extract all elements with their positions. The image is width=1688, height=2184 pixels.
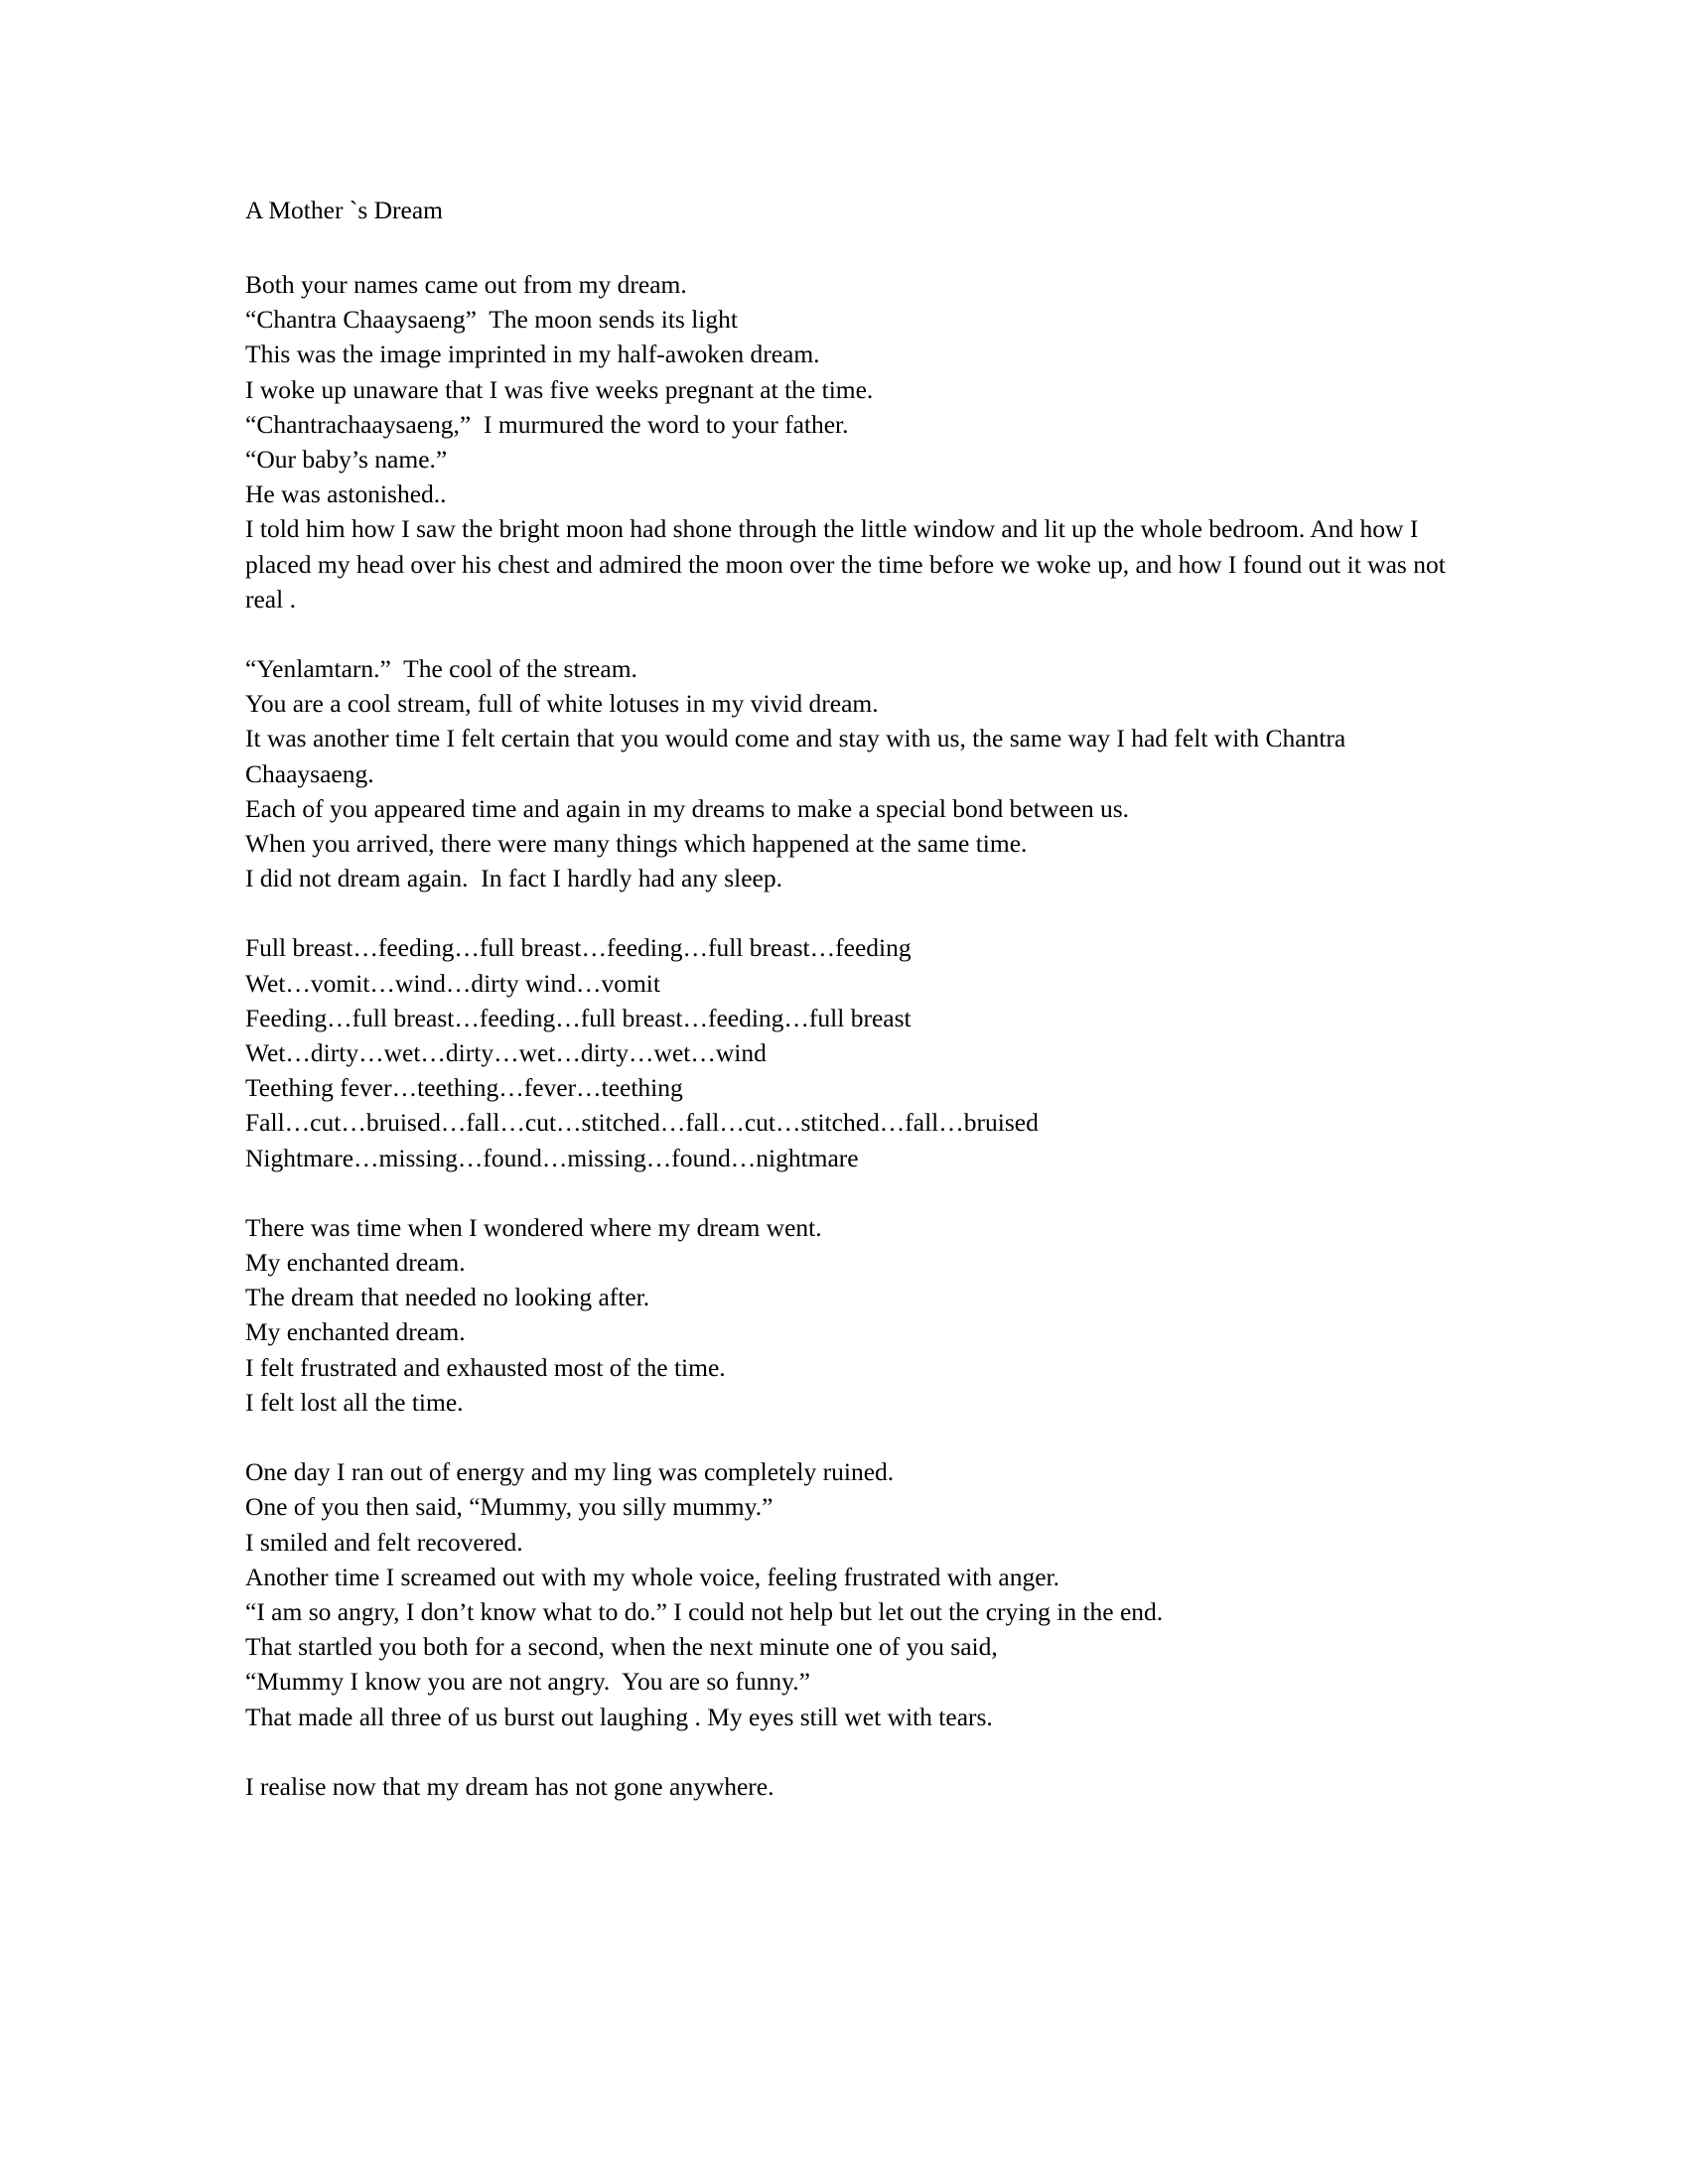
poem-line: I did not dream again. In fact I hardly had any sleep. xyxy=(245,864,782,893)
stanza-oneday xyxy=(245,1454,1459,1734)
poem-line: “Our baby’s name.” xyxy=(245,445,448,475)
poem-line: “Mummy I know you are not angry. You are so funny.” xyxy=(245,1667,810,1697)
poem-line: This was the image imprinted in my half-awoken dream. xyxy=(245,340,820,369)
poem-line: I woke up unaware that I was five weeks pregnant at the time. xyxy=(245,374,874,404)
stanza-spacer xyxy=(245,1420,1459,1454)
poem-line: One day I ran out of energy and my ling was completely ruined. xyxy=(245,1457,895,1487)
poem-line: “Yenlamtarn.” The cool of the stream. xyxy=(245,654,637,684)
stanza-spacer xyxy=(245,895,1459,930)
poem-line: One of you then said, “Mummy, you silly mummy.” xyxy=(245,1492,774,1522)
stanza-spacer xyxy=(245,616,1459,651)
poem-line: Each of you appeared time and again in my dreams to make a special bond between us. xyxy=(245,793,1130,823)
poem-line: “Chantrachaaysaeng,” I murmured the word to your father. xyxy=(245,409,849,439)
poem-line: You are a cool stream, full of white lotuses in my vivid dream. xyxy=(245,689,879,719)
poem-line: I realise now that my dream has not gone anywhere. xyxy=(245,1771,774,1801)
stanza-names xyxy=(245,267,1459,616)
poem-line: The dream that needed no looking after. xyxy=(245,1283,650,1312)
stanza-closing xyxy=(245,1769,1459,1804)
poem-line: I smiled and felt recovered. xyxy=(245,1527,523,1557)
stanza-stream xyxy=(245,651,1459,895)
poem-line: My enchanted dream. xyxy=(245,1317,466,1347)
poem-line: Full breast…feeding…full breast…feeding…full breast…feeding xyxy=(245,933,912,963)
poem-line: Feeding…full breast…feeding…full breast…feeding…full breast xyxy=(245,1003,912,1032)
stanza-feeding xyxy=(245,930,1459,1174)
poem-line: Nightmare…missing…found…missing…found…nightmare xyxy=(245,1143,859,1172)
poem-line: He was astonished.. xyxy=(245,479,447,509)
poem-line: That startled you both for a second, when the next minute one of you said, xyxy=(245,1632,998,1662)
poem-line: There was time when I wondered where my dream went. xyxy=(245,1212,822,1242)
poem-line: Both your names came out from my dream. xyxy=(245,270,687,299)
poem-line: That made all three of us burst out laughing . My eyes still wet with tears. xyxy=(245,1702,993,1731)
poem-line: Teething fever…teething…fever…teething xyxy=(245,1073,683,1103)
poem-line: “I am so angry, I don’t know what to do.” I could not help but let out the crying in the end. xyxy=(245,1596,1164,1626)
poem-line: I told him how I saw the bright moon had shone through the little window and lit up the whole bedroom. And how I placed my head over his chest and admired the moon over the time before we woke up, and how I found out it was not real . xyxy=(245,514,1446,614)
poem-line: It was another time I felt certain that you would come and stay with us, the same way I had felt with Chantra Chaaysaeng. xyxy=(245,724,1346,788)
poem-line: Wet…dirty…wet…dirty…wet…dirty…wet…wind xyxy=(245,1038,767,1068)
document-body xyxy=(245,194,1459,1804)
page-title: A Mother `s Dream xyxy=(245,196,443,224)
poem-line: I felt lost all the time. xyxy=(245,1387,464,1417)
stanza-spacer xyxy=(245,1175,1459,1210)
title-spacer xyxy=(245,226,1459,267)
poem-line: Wet…vomit…wind…dirty wind…vomit xyxy=(245,968,660,998)
poem-line: When you arrived, there were many things which happened at the same time. xyxy=(245,829,1028,859)
poem-line: My enchanted dream. xyxy=(245,1248,466,1278)
stanza-enchanted xyxy=(245,1210,1459,1420)
poem-line: Fall…cut…bruised…fall…cut…stitched…fall…cut…stitched…fall…bruised xyxy=(245,1108,1039,1138)
stanza-spacer xyxy=(245,1734,1459,1769)
poem-line: “Chantra Chaaysaeng” The moon sends its light xyxy=(245,305,738,335)
poem-line: Another time I screamed out with my whole voice, feeling frustrated with anger. xyxy=(245,1562,1059,1591)
poem-line: I felt frustrated and exhausted most of the time. xyxy=(245,1352,726,1382)
